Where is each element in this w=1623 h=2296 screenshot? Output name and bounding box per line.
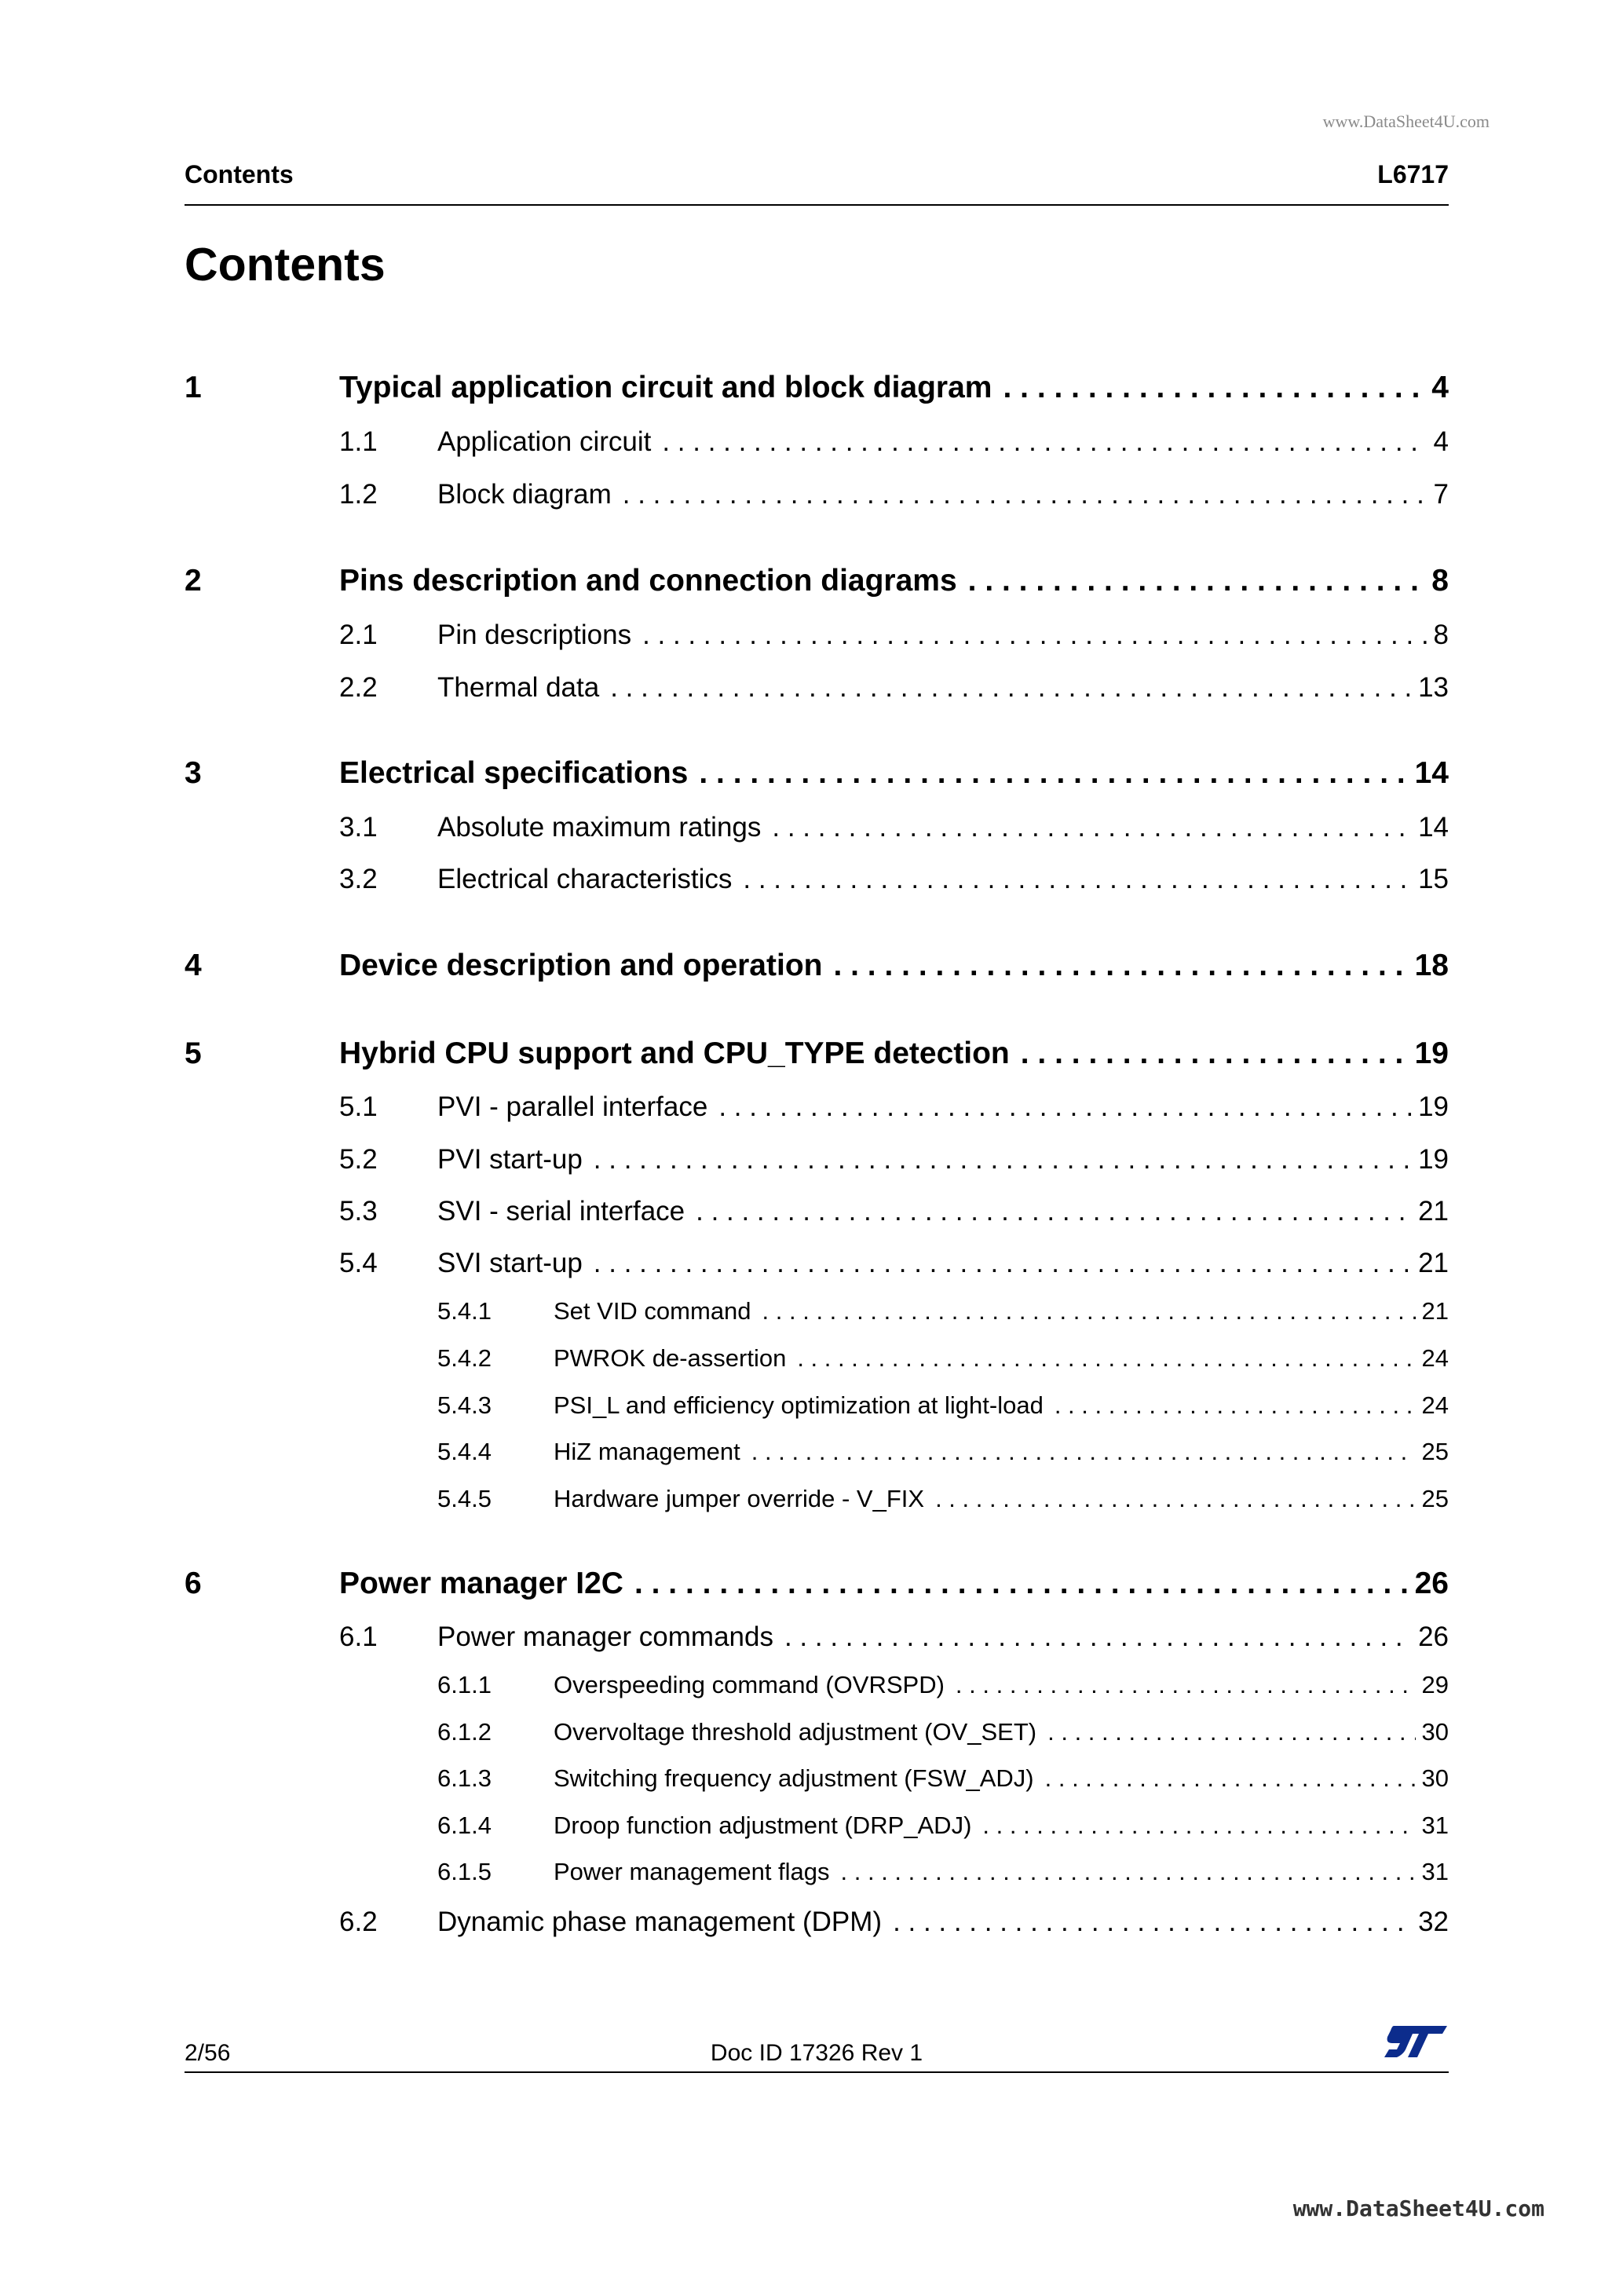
toc-entry-title-line (437, 1621, 1449, 1653)
toc-entry-page[interactable]: 24 (1421, 1391, 1449, 1419)
toc-entry[interactable] (0, 1335, 1623, 1382)
toc-entry-number: 2 (185, 564, 202, 598)
toc-dot-leader (696, 1196, 1412, 1227)
toc-dot-leader (751, 1438, 1416, 1466)
toc-dot-leader (623, 479, 1427, 510)
toc-entry[interactable] (0, 1899, 1623, 1946)
toc-entry-number: 5.4.4 (437, 1438, 492, 1465)
toc-entry[interactable] (0, 804, 1623, 851)
toc-dot-leader (634, 1567, 1409, 1601)
toc-entry-title[interactable]: Pins description and connection diagrams (339, 564, 957, 598)
page-title: Contents (185, 239, 386, 291)
toc-entry-page[interactable]: 29 (1421, 1671, 1449, 1698)
toc-entry[interactable] (0, 1802, 1623, 1849)
toc-entry-page[interactable]: 14 (1414, 756, 1449, 790)
toc-entry-title-line (437, 1091, 1449, 1123)
toc-entry[interactable] (0, 419, 1623, 466)
page-header (185, 160, 1449, 206)
toc-dot-leader (594, 1248, 1412, 1279)
toc-dot-leader (1003, 371, 1425, 405)
toc-entry-title-line (554, 1485, 1449, 1513)
toc-entry-title[interactable]: SVI - serial interface (437, 1196, 685, 1227)
toc-entry-page[interactable]: 25 (1421, 1485, 1449, 1512)
toc-entry-title[interactable]: Dynamic phase management (DPM) (437, 1907, 883, 1937)
toc-dot-leader (1055, 1391, 1416, 1420)
toc-entry-page[interactable]: 32 (1418, 1907, 1449, 1937)
toc-entry-title-line (554, 1438, 1449, 1466)
toc-dot-leader (935, 1485, 1415, 1513)
toc-entry-number: 3.2 (339, 864, 378, 894)
toc-entry-number: 5.2 (339, 1144, 378, 1175)
toc-dot-leader (743, 864, 1412, 895)
toc-entry-title[interactable]: Absolute maximum ratings (437, 812, 762, 843)
toc-entry[interactable] (0, 1240, 1623, 1287)
toc-dot-leader (594, 1144, 1412, 1175)
toc-entry-title[interactable]: Overvoltage threshold adjustment (OV_SET) (554, 1718, 1037, 1746)
toc-entry-page[interactable]: 30 (1421, 1764, 1449, 1792)
toc-entry-number: 6.1.2 (437, 1718, 492, 1746)
watermark-bottom: www.DataSheet4U.com (1292, 2195, 1544, 2221)
toc-entry[interactable] (0, 1560, 1623, 1607)
toc-entry-page[interactable]: 19 (1418, 1091, 1449, 1122)
toc-entry-page[interactable]: 21 (1418, 1248, 1449, 1278)
toc-entry[interactable] (0, 1084, 1623, 1131)
toc-entry-title-line (437, 672, 1449, 704)
toc-entry-number: 5.1 (339, 1091, 378, 1122)
toc-entry-title[interactable]: Set VID command (554, 1297, 751, 1325)
toc-entry-title-line (554, 1812, 1449, 1840)
toc-entry[interactable] (0, 1709, 1623, 1756)
header-part-number: L6717 (1377, 160, 1449, 188)
toc-entry[interactable] (0, 1755, 1623, 1802)
toc-entry-title-line (339, 1036, 1449, 1071)
toc-entry-number: 3.1 (339, 812, 378, 843)
toc-dot-leader (610, 672, 1412, 704)
toc-entry[interactable] (0, 1662, 1623, 1709)
toc-entry-title-line (554, 1391, 1449, 1420)
toc-entry-page[interactable]: 14 (1418, 812, 1449, 843)
toc-entry-page[interactable]: 25 (1421, 1438, 1449, 1465)
toc-entry-title[interactable]: Thermal data (437, 672, 600, 703)
toc-dot-leader (968, 564, 1426, 598)
toc-entry-number: 1.2 (339, 479, 378, 510)
toc-entry[interactable] (0, 364, 1623, 411)
toc-entry-number: 2.2 (339, 672, 378, 703)
toc-entry-title[interactable]: PSI_L and efficiency optimization at light-load (554, 1391, 1044, 1419)
toc-entry-title-line (437, 1144, 1449, 1175)
toc-entry-title-line (554, 1858, 1449, 1886)
footer-page-number: 2/56 (185, 2040, 231, 2066)
toc-entry-title[interactable]: Typical application circuit and block diagram (339, 371, 992, 404)
toc-entry-title-line (437, 479, 1449, 510)
toc-entry-title[interactable]: PWROK de-assertion (554, 1344, 787, 1372)
toc-entry-title[interactable]: Power management flags (554, 1858, 830, 1885)
toc-entry-title-line (554, 1764, 1449, 1793)
toc-entry-page[interactable]: 8 (1433, 620, 1449, 650)
toc-entry-title[interactable]: SVI start-up (437, 1248, 583, 1278)
toc-entry-title-line (437, 426, 1449, 458)
toc-entry-title[interactable]: PVI - parallel interface (437, 1091, 708, 1122)
page-footer (185, 2031, 1449, 2073)
toc-entry[interactable] (0, 1288, 1623, 1335)
toc-entry-number: 5.4.3 (437, 1391, 492, 1419)
toc-entry-title[interactable]: Hardware jumper override - V_FIX (554, 1485, 925, 1512)
toc-dot-leader (762, 1297, 1416, 1325)
toc-dot-leader (1021, 1036, 1409, 1071)
toc-dot-leader (956, 1671, 1416, 1699)
toc-entry-number: 5.4 (339, 1248, 378, 1278)
toc-entry-title[interactable]: Electrical characteristics (437, 864, 733, 894)
toc-entry-number: 6.1.5 (437, 1858, 492, 1885)
toc-entry-title-line (554, 1718, 1449, 1746)
toc-entry-page[interactable]: 30 (1421, 1718, 1449, 1746)
toc-entry-title[interactable]: Switching frequency adjustment (FSW_ADJ) (554, 1764, 1034, 1792)
toc-entry-number: 6 (185, 1567, 202, 1600)
toc-entry-title-line (437, 1248, 1449, 1279)
toc-entry-title[interactable]: Device description and operation (339, 949, 823, 982)
toc-entry-title[interactable]: Droop function adjustment (DRP_ADJ) (554, 1812, 972, 1839)
toc-entry[interactable] (0, 664, 1623, 711)
toc-entry-page[interactable]: 21 (1418, 1196, 1449, 1227)
toc-dot-leader (642, 620, 1427, 651)
toc-entry-title[interactable]: Overspeeding command (OVRSPD) (554, 1671, 945, 1698)
toc-entry-title-line (339, 756, 1449, 791)
toc-entry[interactable] (0, 750, 1623, 797)
toc-entry-title[interactable]: PVI start-up (437, 1144, 583, 1175)
toc-entry-number: 2.1 (339, 620, 378, 650)
toc-entry-title-line (339, 564, 1449, 598)
toc-dot-leader (833, 949, 1408, 983)
toc-entry-title-line (437, 620, 1449, 651)
toc-entry-page[interactable]: 21 (1421, 1297, 1449, 1325)
toc-entry-number: 5.4.2 (437, 1344, 492, 1372)
toc-entry-number: 3 (185, 756, 202, 790)
toc-entry[interactable] (0, 612, 1623, 659)
toc-entry-title[interactable]: Application circuit (437, 426, 652, 457)
toc-entry[interactable] (0, 471, 1623, 518)
toc-entry[interactable] (0, 558, 1623, 605)
toc-entry-title-line (437, 1907, 1449, 1938)
toc-entry-page[interactable]: 15 (1418, 864, 1449, 894)
toc-entry-number: 1 (185, 371, 202, 404)
toc-dot-leader (662, 426, 1427, 458)
toc-entry-page[interactable]: 31 (1421, 1812, 1449, 1839)
toc-entry-page[interactable]: 26 (1414, 1567, 1449, 1600)
toc-entry-title-line (554, 1671, 1449, 1699)
toc-entry-title-line (437, 1196, 1449, 1227)
st-logo-icon (1383, 2024, 1449, 2065)
toc-entry-title[interactable]: Block diagram (437, 479, 612, 510)
toc-entry[interactable] (0, 1136, 1623, 1183)
toc-entry[interactable] (0, 1382, 1623, 1429)
toc-entry-title[interactable]: Power manager I2C (339, 1567, 623, 1600)
toc-entry-number: 5.4.5 (437, 1485, 492, 1512)
toc-dot-leader (982, 1812, 1415, 1840)
toc-entry-page[interactable]: 13 (1418, 672, 1449, 703)
toc-entry-page[interactable]: 4 (1433, 426, 1449, 457)
toc-entry-title-line (339, 949, 1449, 983)
toc-entry-number: 4 (185, 949, 202, 982)
toc-entry-title-line (339, 1567, 1449, 1601)
toc-entry[interactable] (0, 1428, 1623, 1475)
toc-dot-leader (1047, 1718, 1415, 1746)
toc-entry-number: 5.3 (339, 1196, 378, 1227)
toc-entry-title-line (437, 864, 1449, 895)
footer-doc-id: Doc ID 17326 Rev 1 (710, 2040, 923, 2066)
toc-dot-leader (699, 756, 1408, 791)
toc-entry-page[interactable]: 8 (1431, 564, 1449, 598)
toc-dot-leader (797, 1344, 1415, 1373)
toc-entry-title-line (339, 371, 1449, 405)
toc-dot-leader (784, 1621, 1412, 1653)
toc-entry[interactable] (0, 856, 1623, 903)
toc-entry-page[interactable]: 18 (1414, 949, 1449, 982)
toc-entry-page[interactable]: 24 (1421, 1344, 1449, 1372)
toc-entry[interactable] (0, 1188, 1623, 1235)
toc-dot-leader (841, 1858, 1416, 1886)
toc-entry-title[interactable]: HiZ management (554, 1438, 740, 1465)
toc-entry[interactable] (0, 942, 1623, 989)
toc-entry-number: 6.1 (339, 1621, 378, 1652)
toc-entry-title-line (554, 1344, 1449, 1373)
toc-entry-title-line (437, 812, 1449, 843)
header-section-title: Contents (185, 160, 294, 188)
toc-entry[interactable] (0, 1614, 1623, 1661)
toc-entry[interactable] (0, 1030, 1623, 1077)
toc-dot-leader (893, 1907, 1412, 1938)
toc-entry-page[interactable]: 4 (1431, 371, 1449, 404)
toc-entry-title[interactable]: Electrical specifications (339, 756, 689, 790)
toc-entry-page[interactable]: 7 (1433, 479, 1449, 510)
toc-entry-page[interactable]: 19 (1418, 1144, 1449, 1175)
toc-entry-number: 6.2 (339, 1907, 378, 1937)
toc-entry-page[interactable]: 26 (1418, 1621, 1449, 1652)
watermark-top: www.DataSheet4U.com (1322, 112, 1490, 131)
toc-entry-title-line (554, 1297, 1449, 1325)
toc-entry-number: 1.1 (339, 426, 378, 457)
toc-entry-title[interactable]: Power manager commands (437, 1621, 773, 1652)
toc-entry[interactable] (0, 1848, 1623, 1896)
toc-dot-leader (1045, 1764, 1416, 1793)
toc-entry-number: 5.4.1 (437, 1297, 492, 1325)
toc-dot-leader (718, 1091, 1412, 1123)
toc-entry[interactable] (0, 1475, 1623, 1523)
toc-entry-number: 5 (185, 1036, 202, 1070)
toc-entry-number: 6.1.1 (437, 1671, 492, 1698)
toc-dot-leader (772, 812, 1412, 843)
toc-entry-number: 6.1.3 (437, 1764, 492, 1792)
toc-entry-page[interactable]: 19 (1414, 1036, 1449, 1070)
toc-entry-title[interactable]: Hybrid CPU support and CPU_TYPE detection (339, 1036, 1010, 1070)
toc-entry-title[interactable]: Pin descriptions (437, 620, 632, 650)
toc-entry-page[interactable]: 31 (1421, 1858, 1449, 1885)
toc-entry-number: 6.1.4 (437, 1812, 492, 1839)
